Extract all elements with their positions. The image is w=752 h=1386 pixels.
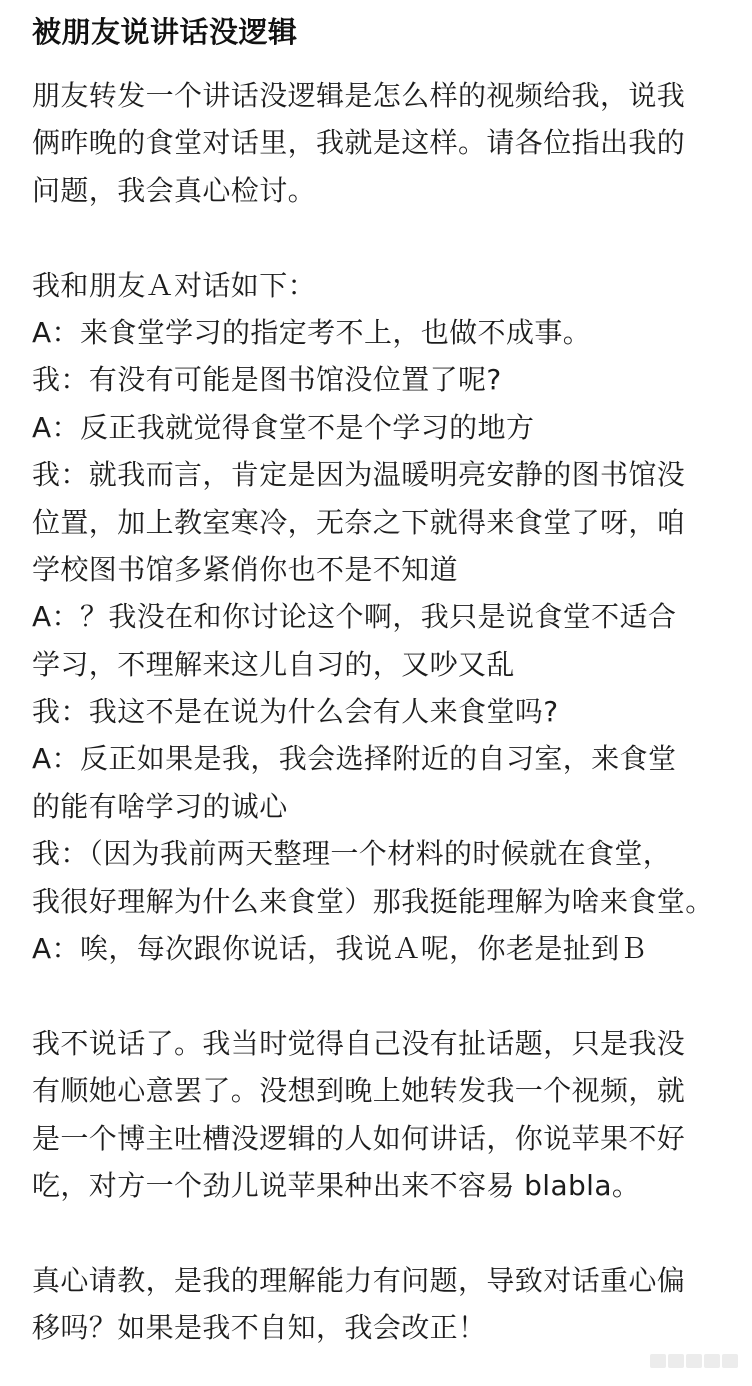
paragraph-gap bbox=[32, 972, 732, 1019]
dialogue-line: A：唉，每次跟你说话，我说Ａ呢，你老是扯到Ｂ bbox=[32, 932, 648, 966]
watermark-block bbox=[650, 1354, 666, 1368]
dialogue-line: 学校图书馆多紧俏你也不是不知道 bbox=[32, 552, 459, 586]
watermark-block bbox=[686, 1354, 702, 1368]
dialogue-line: 我：（因为我前两天整理一个材料的时候就在食堂， bbox=[32, 837, 672, 871]
dialogue-line: 学习，不理解来这儿自习的，又吵又乱 bbox=[32, 647, 515, 681]
paragraph-gap bbox=[32, 1209, 732, 1256]
body-line: 朋友转发一个讲话没逻辑是怎么样的视频给我，说我 bbox=[32, 79, 686, 112]
dialogue-intro: 我和朋友Ａ对话如下： bbox=[32, 268, 317, 302]
body-line: 有顺她心意罢了。没想到晚上她转发我一个视频，就 bbox=[32, 1074, 686, 1108]
dialogue-line: 位置，加上教室寒冷，无奈之下就得来食堂了呀，咱 bbox=[32, 505, 686, 539]
post-body bbox=[32, 72, 732, 1352]
paragraph-gap bbox=[32, 214, 732, 261]
dialogue-line: 我：有没有可能是图书馆没位置了呢? bbox=[32, 363, 502, 397]
body-line: 是一个博主吐槽没逻辑的人如何讲话，你说苹果不好 bbox=[32, 1121, 686, 1155]
dialogue-line: 我很好理解为什么来食堂）那我挺能理解为啥来食堂。 bbox=[32, 884, 714, 918]
post-title: 被朋友说讲话没逻辑 bbox=[32, 15, 298, 49]
watermark-block bbox=[704, 1354, 720, 1368]
body-line: 俩昨晚的食堂对话里，我就是这样。请各位指出我的 bbox=[32, 126, 686, 160]
dialogue-line: A：反正我就觉得食堂不是个学习的地方 bbox=[32, 410, 535, 444]
watermark-mark bbox=[650, 1354, 738, 1368]
body-line: 问题，我会真心检讨。 bbox=[32, 173, 317, 207]
dialogue-line: A：？我没在和你讨论这个啊，我只是说食堂不适合 bbox=[32, 600, 677, 634]
dialogue-line: 的能有啥学习的诚心 bbox=[32, 789, 288, 823]
body-line: 吃，对方一个劲儿说苹果种出来不容易 blabla。 bbox=[32, 1168, 641, 1202]
dialogue-line: 我：我这不是在说为什么会有人来食堂吗? bbox=[32, 695, 559, 729]
dialogue-line: 我：就我而言，肯定是因为温暖明亮安静的图书馆没 bbox=[32, 458, 686, 492]
watermark-block bbox=[722, 1354, 738, 1368]
watermark-block bbox=[668, 1354, 684, 1368]
dialogue-line: A：来食堂学习的指定考不上，也做不成事。 bbox=[32, 315, 592, 349]
body-line: 移吗？如果是我不自知，我会改正！ bbox=[32, 1311, 487, 1345]
body-line: 真心请教，是我的理解能力有问题，导致对话重心偏 bbox=[32, 1263, 686, 1297]
body-line: 我不说话了。我当时觉得自己没有扯话题，只是我没 bbox=[32, 1026, 686, 1060]
dialogue-line: A：反正如果是我，我会选择附近的自习室，来食堂 bbox=[32, 742, 677, 776]
